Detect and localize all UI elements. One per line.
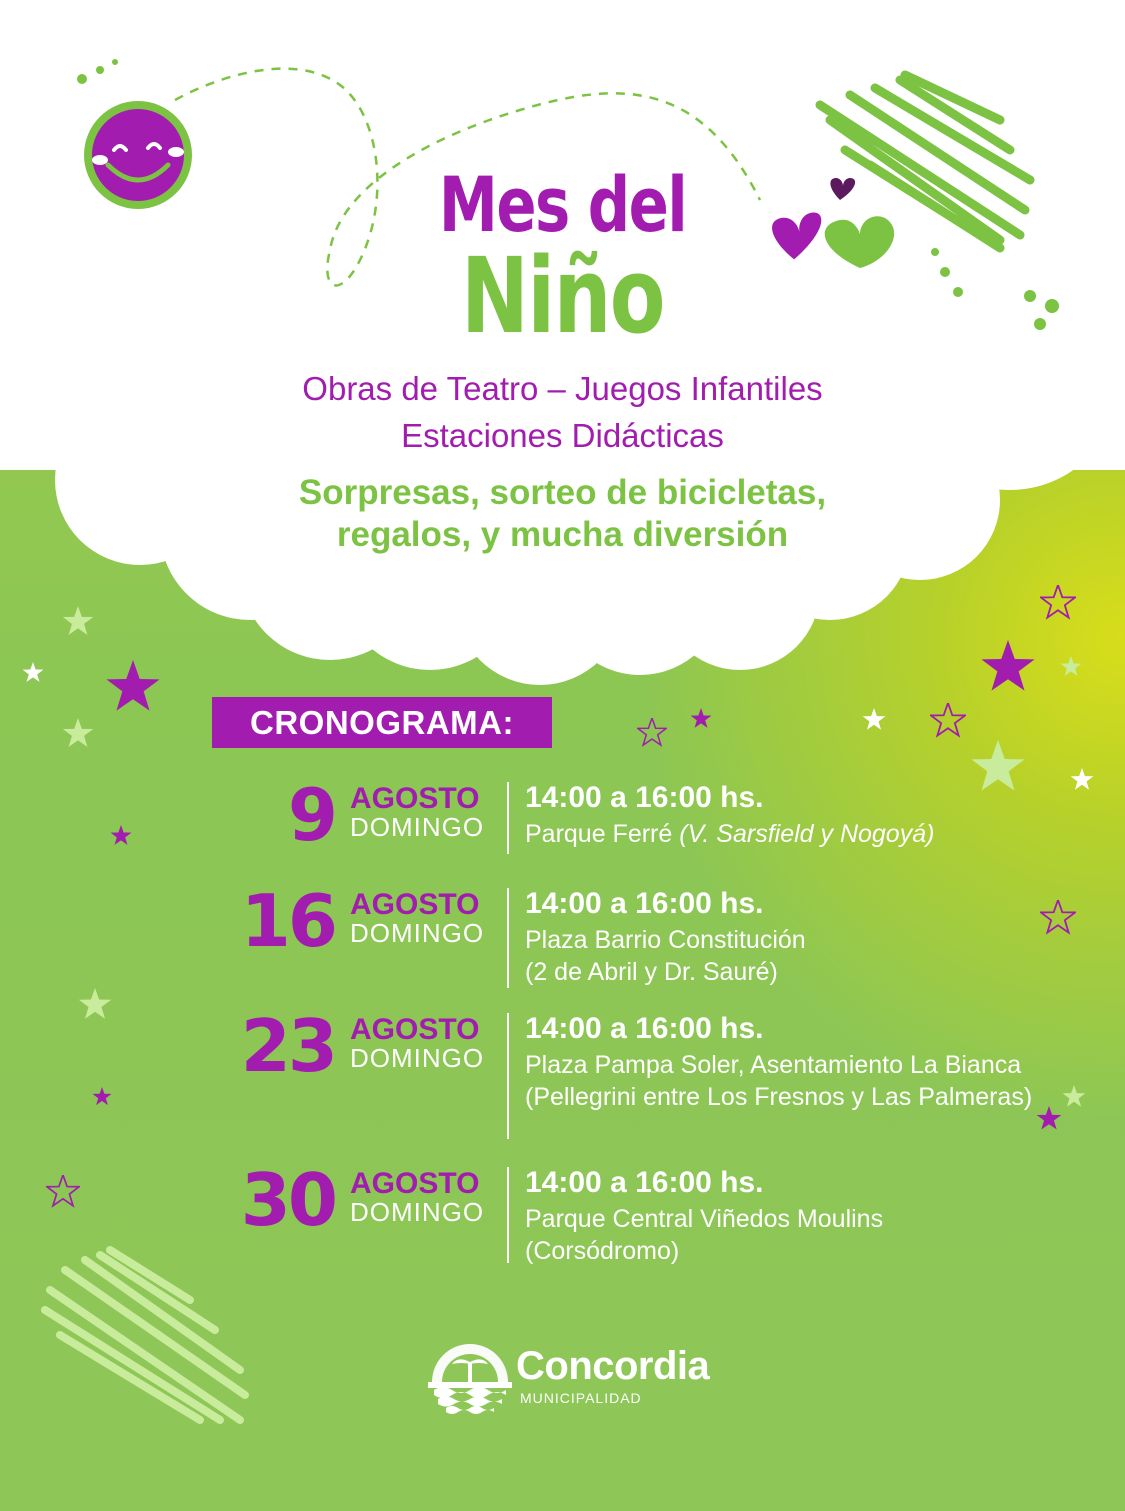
schedule-month: AGOSTO (350, 888, 480, 921)
schedule-day: 30 (240, 1158, 335, 1242)
schedule-day: 9 (287, 773, 335, 857)
schedule-place (525, 1203, 1055, 1267)
title-line-2: Niño (461, 235, 664, 357)
place-name: Plaza Pampa Soler, Asentamiento La Bianca (Pellegrini entre Los Fresnos y Las Palmeras) (525, 1051, 1033, 1111)
schedule-weekday: DOMINGO (350, 1043, 485, 1073)
schedule-time: 14:00 a 16:00 hs. (525, 1012, 764, 1045)
title-line-1: Mes del (438, 160, 687, 249)
schedule-heading: CRONOGRAMA: (212, 697, 552, 748)
schedule-place (525, 818, 1055, 850)
prizes-line-2: regalos, y mucha diversión (336, 515, 789, 554)
activities-line-1: Obras de Teatro – Juegos Infantiles (302, 370, 823, 407)
schedule-day: 23 (240, 1004, 335, 1088)
schedule-weekday: DOMINGO (350, 812, 485, 842)
schedule-divider (507, 1167, 509, 1263)
schedule-day: 16 (240, 879, 335, 963)
schedule-place (525, 1049, 1045, 1113)
schedule-month: AGOSTO (350, 782, 480, 815)
place-address: (2 de Abril y Dr. Sauré) (525, 958, 778, 986)
place-name: Parque Central Viñedos Moulins (525, 1205, 884, 1233)
concordia-logo-icon (420, 1338, 520, 1420)
schedule-place (525, 924, 1055, 988)
schedule-weekday: DOMINGO (350, 918, 485, 948)
schedule-time: 14:00 a 16:00 hs. (525, 887, 764, 920)
activities-line-2: Estaciones Didácticas (401, 417, 724, 454)
schedule-divider (507, 888, 509, 988)
schedule-time: 14:00 a 16:00 hs. (525, 781, 764, 814)
schedule-month: AGOSTO (350, 1167, 480, 1200)
schedule-divider (507, 1013, 509, 1139)
schedule-divider (507, 782, 509, 854)
place-address: (V. Sarsfield y Nogoyá) (679, 820, 935, 848)
schedule-weekday: DOMINGO (350, 1197, 485, 1227)
brand-name: Concordia (516, 1344, 710, 1388)
place-name: Plaza Barrio Constitución (525, 926, 806, 954)
schedule-time: 14:00 a 16:00 hs. (525, 1166, 764, 1199)
brand-subtitle: MUNICIPALIDAD (520, 1390, 642, 1406)
scribble-doodle (45, 1250, 245, 1420)
place-name: Parque Ferré (525, 820, 673, 848)
prizes-line-1: Sorpresas, sorteo de bicicletas, (298, 473, 827, 512)
schedule-month: AGOSTO (350, 1013, 480, 1046)
place-address: (Corsódromo) (525, 1237, 680, 1265)
